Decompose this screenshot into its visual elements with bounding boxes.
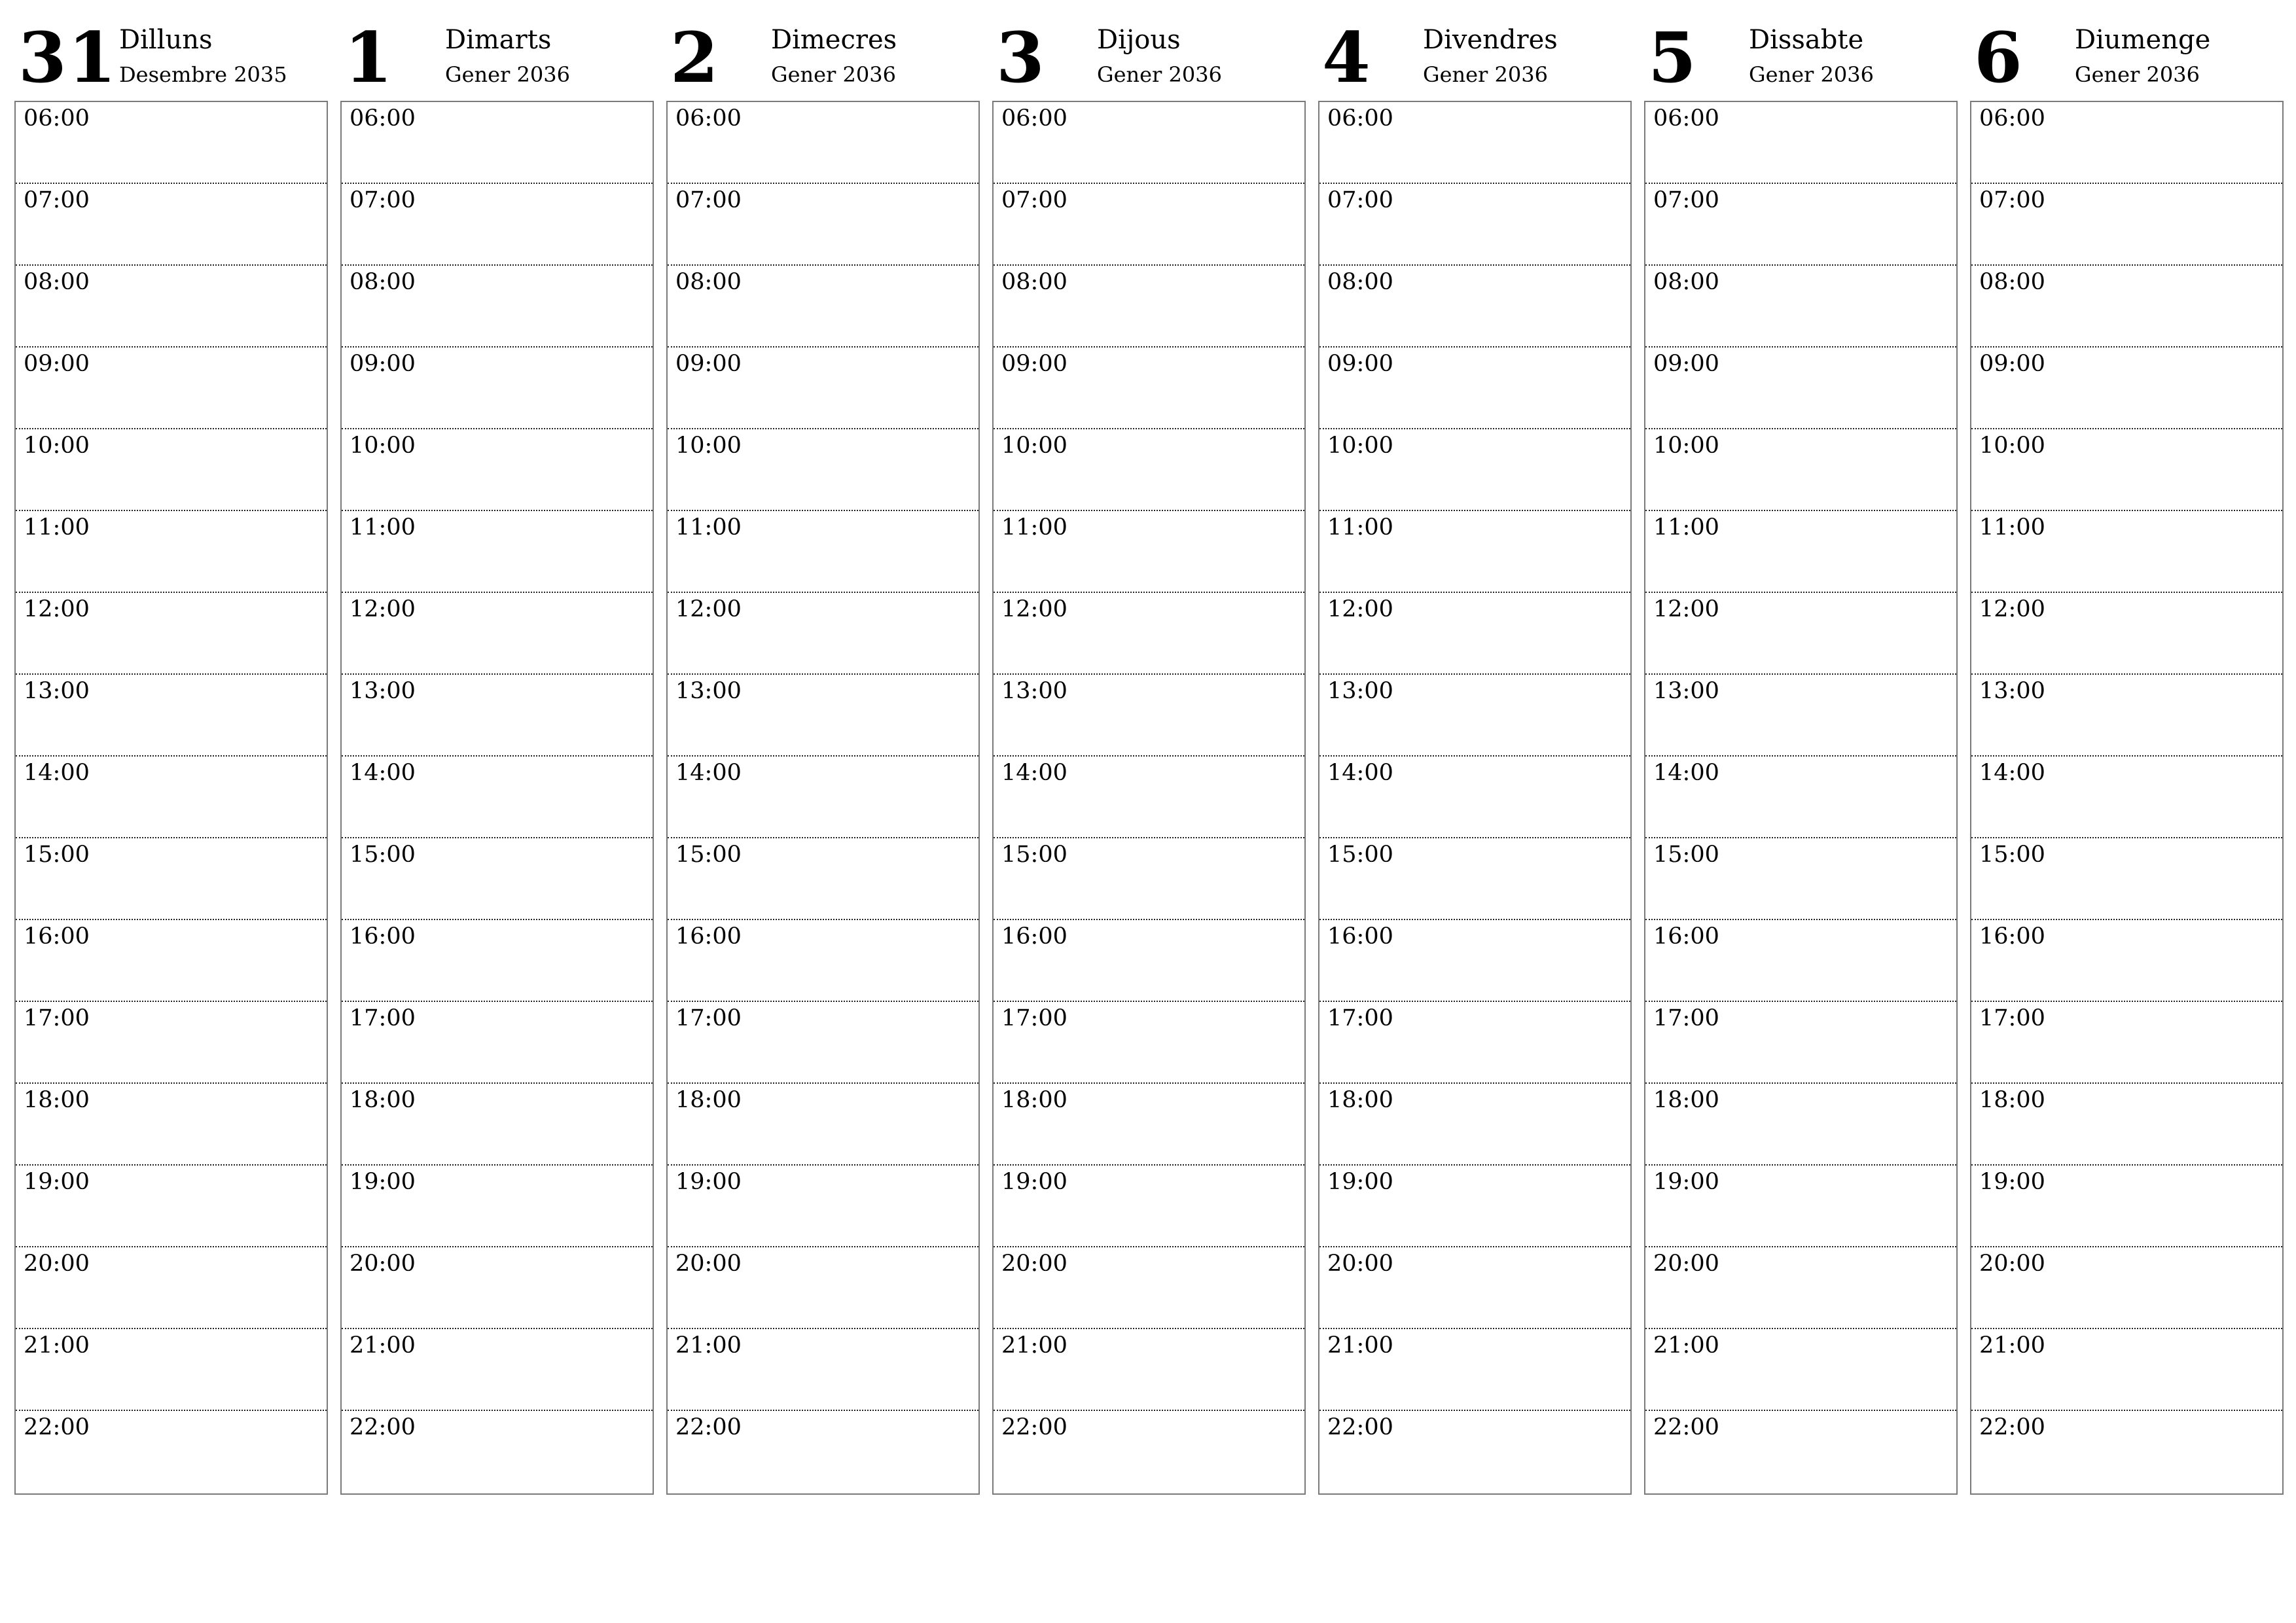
time-label: 12:00 <box>1327 596 1393 622</box>
time-slot[interactable] <box>994 266 1304 348</box>
time-label: 06:00 <box>675 105 742 132</box>
time-label: 07:00 <box>675 187 742 213</box>
time-slot[interactable] <box>1971 429 2282 511</box>
time-slot[interactable] <box>668 838 978 920</box>
time-label: 16:00 <box>24 923 90 950</box>
time-label: 18:00 <box>675 1087 742 1113</box>
time-label: 15:00 <box>1653 842 1719 868</box>
time-label: 22:00 <box>24 1414 90 1440</box>
time-label: 06:00 <box>1653 105 1719 132</box>
day-schedule-box <box>992 101 1306 1495</box>
time-slot[interactable] <box>1645 1411 1956 1493</box>
day-header <box>992 18 1306 101</box>
time-slot[interactable] <box>342 184 653 266</box>
time-label: 08:00 <box>24 269 90 295</box>
time-label: 16:00 <box>1001 923 1067 950</box>
time-slot[interactable] <box>668 429 978 511</box>
time-label: 15:00 <box>675 842 742 868</box>
time-label: 15:00 <box>24 842 90 868</box>
time-label: 10:00 <box>1653 433 1719 459</box>
time-label: 07:00 <box>350 187 416 213</box>
time-label: 07:00 <box>1327 187 1393 213</box>
time-slot[interactable] <box>1971 1084 2282 1166</box>
weekday-name: Dijous <box>1097 25 1181 55</box>
time-slot[interactable] <box>16 1247 327 1329</box>
time-label: 15:00 <box>1001 842 1067 868</box>
time-label: 21:00 <box>1327 1332 1393 1359</box>
time-slot[interactable] <box>668 920 978 1002</box>
weekday-name: Dilluns <box>119 25 213 55</box>
day-header <box>1318 18 1632 101</box>
time-label: 15:00 <box>1327 842 1393 868</box>
time-label: 22:00 <box>675 1414 742 1440</box>
day-schedule-box <box>1970 101 2284 1495</box>
time-label: 12:00 <box>350 596 416 622</box>
time-label: 16:00 <box>1327 923 1393 950</box>
time-label: 22:00 <box>350 1414 416 1440</box>
time-slot[interactable] <box>994 511 1304 593</box>
time-slot[interactable] <box>16 1166 327 1247</box>
time-label: 20:00 <box>350 1251 416 1277</box>
time-slot[interactable] <box>1971 1247 2282 1329</box>
time-slot[interactable] <box>1645 838 1956 920</box>
time-slot[interactable] <box>668 1084 978 1166</box>
time-label: 11:00 <box>675 514 742 541</box>
time-label: 19:00 <box>1327 1169 1393 1195</box>
time-label: 20:00 <box>24 1251 90 1277</box>
time-slot[interactable] <box>994 1411 1304 1493</box>
time-slot[interactable] <box>994 838 1304 920</box>
time-label: 22:00 <box>1001 1414 1067 1440</box>
time-label: 18:00 <box>24 1087 90 1113</box>
time-label: 10:00 <box>350 433 416 459</box>
time-slot[interactable] <box>342 593 653 675</box>
weekday-name: Diumenge <box>2075 25 2211 55</box>
time-label: 18:00 <box>350 1087 416 1113</box>
time-slot[interactable] <box>1645 348 1956 429</box>
time-label: 06:00 <box>1979 105 2045 132</box>
time-slot[interactable] <box>1645 757 1956 838</box>
time-slot[interactable] <box>342 838 653 920</box>
weekday-name: Dimecres <box>771 25 897 55</box>
time-label: 14:00 <box>1001 760 1067 786</box>
time-label: 09:00 <box>675 351 742 377</box>
time-slot[interactable] <box>342 1411 653 1493</box>
time-slot[interactable] <box>994 429 1304 511</box>
time-slot[interactable] <box>16 1084 327 1166</box>
day-number: 4 <box>1322 16 1372 98</box>
time-label: 11:00 <box>1653 514 1719 541</box>
time-slot[interactable] <box>342 102 653 184</box>
time-slot[interactable] <box>1319 429 1630 511</box>
time-label: 17:00 <box>1979 1005 2045 1031</box>
day-column <box>1644 16 1958 1440</box>
day-schedule-box <box>1644 101 1958 1495</box>
time-slot[interactable] <box>1319 675 1630 757</box>
time-slot[interactable] <box>668 511 978 593</box>
time-slot[interactable] <box>1319 1247 1630 1329</box>
time-slot[interactable] <box>1645 429 1956 511</box>
day-header <box>1644 18 1958 101</box>
time-slot[interactable] <box>668 1166 978 1247</box>
time-slot[interactable] <box>1971 838 2282 920</box>
time-slot[interactable] <box>994 1329 1304 1411</box>
time-label: 14:00 <box>675 760 742 786</box>
time-label: 13:00 <box>24 678 90 704</box>
day-column <box>340 16 654 1440</box>
time-label: 14:00 <box>1653 760 1719 786</box>
time-label: 15:00 <box>1979 842 2045 868</box>
time-slot[interactable] <box>1645 1002 1956 1084</box>
weekday-name: Divendres <box>1423 25 1558 55</box>
time-slot[interactable] <box>1971 348 2282 429</box>
time-slot[interactable] <box>16 1411 327 1493</box>
time-slot[interactable] <box>1645 1247 1956 1329</box>
time-label: 20:00 <box>1327 1251 1393 1277</box>
time-label: 18:00 <box>1327 1087 1393 1113</box>
time-slot[interactable] <box>16 920 327 1002</box>
time-slot[interactable] <box>16 184 327 266</box>
day-header <box>340 18 654 101</box>
time-slot[interactable] <box>1319 593 1630 675</box>
time-label: 17:00 <box>1001 1005 1067 1031</box>
time-label: 09:00 <box>1001 351 1067 377</box>
time-slot[interactable] <box>342 266 653 348</box>
time-slot[interactable] <box>1319 920 1630 1002</box>
time-label: 14:00 <box>1327 760 1393 786</box>
day-schedule-box <box>14 101 328 1495</box>
day-column <box>14 16 328 1440</box>
time-slot[interactable] <box>1971 511 2282 593</box>
time-slot[interactable] <box>1319 266 1630 348</box>
time-slot[interactable] <box>1645 511 1956 593</box>
time-label: 10:00 <box>1327 433 1393 459</box>
time-slot[interactable] <box>16 675 327 757</box>
time-slot[interactable] <box>668 1247 978 1329</box>
time-label: 21:00 <box>675 1332 742 1359</box>
month-year: Gener 2036 <box>1423 62 1548 87</box>
time-slot[interactable] <box>1319 1002 1630 1084</box>
time-slot[interactable] <box>994 593 1304 675</box>
day-schedule-box <box>1318 101 1632 1495</box>
time-label: 07:00 <box>1001 187 1067 213</box>
day-schedule-box <box>666 101 980 1495</box>
time-slot[interactable] <box>994 757 1304 838</box>
time-slot[interactable] <box>994 1247 1304 1329</box>
time-slot[interactable] <box>668 348 978 429</box>
time-slot[interactable] <box>16 1329 327 1411</box>
day-column <box>666 16 980 1440</box>
time-slot[interactable] <box>1645 266 1956 348</box>
time-label: 13:00 <box>1979 678 2045 704</box>
time-label: 12:00 <box>1979 596 2045 622</box>
time-slot[interactable] <box>1645 920 1956 1002</box>
weekday-name: Dimarts <box>445 25 552 55</box>
time-label: 09:00 <box>350 351 416 377</box>
time-label: 14:00 <box>24 760 90 786</box>
time-slot[interactable] <box>16 429 327 511</box>
time-slot[interactable] <box>1971 1166 2282 1247</box>
time-label: 20:00 <box>1001 1251 1067 1277</box>
time-slot[interactable] <box>342 429 653 511</box>
time-slot[interactable] <box>342 675 653 757</box>
time-slot[interactable] <box>1971 1002 2282 1084</box>
time-slot[interactable] <box>668 1329 978 1411</box>
time-slot[interactable] <box>1645 675 1956 757</box>
time-slot[interactable] <box>1971 675 2282 757</box>
time-label: 19:00 <box>1653 1169 1719 1195</box>
weekday-name: Dissabte <box>1749 25 1864 55</box>
time-slot[interactable] <box>342 1329 653 1411</box>
time-slot[interactable] <box>1971 184 2282 266</box>
weekly-planner <box>14 18 2280 1497</box>
time-label: 21:00 <box>1979 1332 2045 1359</box>
time-label: 06:00 <box>1001 105 1067 132</box>
time-label: 22:00 <box>1979 1414 2045 1440</box>
day-number: 31 <box>18 16 118 98</box>
time-label: 10:00 <box>24 433 90 459</box>
time-slot[interactable] <box>16 348 327 429</box>
time-label: 17:00 <box>24 1005 90 1031</box>
time-label: 06:00 <box>350 105 416 132</box>
time-label: 22:00 <box>1327 1414 1393 1440</box>
month-year: Gener 2036 <box>771 62 896 87</box>
time-label: 10:00 <box>1979 433 2045 459</box>
time-slot[interactable] <box>16 1002 327 1084</box>
time-slot[interactable] <box>1645 1084 1956 1166</box>
time-label: 15:00 <box>350 842 416 868</box>
time-slot[interactable] <box>16 266 327 348</box>
time-slot[interactable] <box>1645 593 1956 675</box>
time-label: 20:00 <box>1979 1251 2045 1277</box>
time-slot[interactable] <box>1645 102 1956 184</box>
time-label: 08:00 <box>1979 269 2045 295</box>
time-label: 09:00 <box>1979 351 2045 377</box>
time-slot[interactable] <box>1645 184 1956 266</box>
time-label: 19:00 <box>350 1169 416 1195</box>
time-slot[interactable] <box>1971 593 2282 675</box>
time-label: 13:00 <box>675 678 742 704</box>
time-label: 19:00 <box>1001 1169 1067 1195</box>
time-label: 06:00 <box>24 105 90 132</box>
time-slot[interactable] <box>1971 1411 2282 1493</box>
time-label: 18:00 <box>1653 1087 1719 1113</box>
time-label: 08:00 <box>1653 269 1719 295</box>
time-slot[interactable] <box>1971 102 2282 184</box>
time-label: 08:00 <box>1001 269 1067 295</box>
day-schedule-box <box>340 101 654 1495</box>
time-label: 08:00 <box>675 269 742 295</box>
time-slot[interactable] <box>668 593 978 675</box>
day-number: 1 <box>344 16 394 98</box>
time-slot[interactable] <box>1319 838 1630 920</box>
time-label: 11:00 <box>350 514 416 541</box>
time-label: 17:00 <box>350 1005 416 1031</box>
time-slot[interactable] <box>342 511 653 593</box>
time-label: 10:00 <box>1001 433 1067 459</box>
time-slot[interactable] <box>994 675 1304 757</box>
time-slot[interactable] <box>994 348 1304 429</box>
month-year: Gener 2036 <box>2075 62 2200 87</box>
time-slot[interactable] <box>668 266 978 348</box>
time-label: 21:00 <box>24 1332 90 1359</box>
time-label: 17:00 <box>675 1005 742 1031</box>
time-label: 13:00 <box>1001 678 1067 704</box>
day-column <box>1970 16 2284 1440</box>
day-number: 3 <box>996 16 1046 98</box>
time-label: 13:00 <box>1327 678 1393 704</box>
day-column <box>1318 16 1632 1440</box>
time-label: 11:00 <box>24 514 90 541</box>
time-label: 16:00 <box>1653 923 1719 950</box>
day-number: 2 <box>670 16 720 98</box>
time-slot[interactable] <box>342 1247 653 1329</box>
time-slot[interactable] <box>1319 1166 1630 1247</box>
time-label: 21:00 <box>350 1332 416 1359</box>
day-header <box>1970 18 2284 101</box>
time-slot[interactable] <box>1319 1411 1630 1493</box>
month-year: Gener 2036 <box>1749 62 1874 87</box>
time-label: 19:00 <box>1979 1169 2045 1195</box>
time-slot[interactable] <box>994 1166 1304 1247</box>
day-number: 5 <box>1648 16 1698 98</box>
time-label: 17:00 <box>1653 1005 1719 1031</box>
day-column <box>992 16 1306 1440</box>
time-label: 21:00 <box>1001 1332 1067 1359</box>
time-slot[interactable] <box>16 511 327 593</box>
time-label: 06:00 <box>1327 105 1393 132</box>
time-slot[interactable] <box>994 920 1304 1002</box>
time-label: 16:00 <box>675 923 742 950</box>
time-slot[interactable] <box>994 1084 1304 1166</box>
time-label: 16:00 <box>1979 923 2045 950</box>
month-year: Gener 2036 <box>445 62 570 87</box>
time-slot[interactable] <box>342 348 653 429</box>
time-slot[interactable] <box>342 757 653 838</box>
time-slot[interactable] <box>1319 1084 1630 1166</box>
time-label: 13:00 <box>350 678 416 704</box>
time-slot[interactable] <box>342 920 653 1002</box>
time-label: 14:00 <box>350 760 416 786</box>
time-label: 20:00 <box>675 1251 742 1277</box>
time-label: 11:00 <box>1327 514 1393 541</box>
time-label: 08:00 <box>1327 269 1393 295</box>
time-slot[interactable] <box>342 1002 653 1084</box>
month-year: Gener 2036 <box>1097 62 1222 87</box>
time-slot[interactable] <box>994 184 1304 266</box>
day-header <box>666 18 980 101</box>
time-label: 12:00 <box>1001 596 1067 622</box>
time-label: 17:00 <box>1327 1005 1393 1031</box>
time-slot[interactable] <box>668 757 978 838</box>
time-slot[interactable] <box>16 757 327 838</box>
time-label: 20:00 <box>1653 1251 1719 1277</box>
time-slot[interactable] <box>1971 920 2282 1002</box>
time-slot[interactable] <box>994 102 1304 184</box>
time-label: 18:00 <box>1979 1087 2045 1113</box>
time-label: 08:00 <box>350 269 416 295</box>
time-slot[interactable] <box>1319 184 1630 266</box>
time-label: 12:00 <box>24 596 90 622</box>
time-slot[interactable] <box>1319 757 1630 838</box>
time-slot[interactable] <box>342 1084 653 1166</box>
time-label: 11:00 <box>1001 514 1067 541</box>
time-slot[interactable] <box>16 593 327 675</box>
time-slot[interactable] <box>16 102 327 184</box>
time-slot[interactable] <box>1645 1329 1956 1411</box>
time-label: 21:00 <box>1653 1332 1719 1359</box>
time-slot[interactable] <box>1319 1329 1630 1411</box>
time-label: 18:00 <box>1001 1087 1067 1113</box>
time-slot[interactable] <box>1971 1329 2282 1411</box>
time-label: 14:00 <box>1979 760 2045 786</box>
time-label: 12:00 <box>675 596 742 622</box>
time-label: 09:00 <box>1653 351 1719 377</box>
time-slot[interactable] <box>668 102 978 184</box>
time-slot[interactable] <box>668 675 978 757</box>
time-label: 12:00 <box>1653 596 1719 622</box>
time-slot[interactable] <box>1319 102 1630 184</box>
day-number: 6 <box>1974 16 2024 98</box>
month-year: Desembre 2035 <box>119 62 287 87</box>
time-slot[interactable] <box>1971 266 2282 348</box>
time-slot[interactable] <box>668 1411 978 1493</box>
time-slot[interactable] <box>1319 348 1630 429</box>
time-label: 10:00 <box>675 433 742 459</box>
time-label: 13:00 <box>1653 678 1719 704</box>
time-label: 07:00 <box>24 187 90 213</box>
time-label: 11:00 <box>1979 514 2045 541</box>
time-slot[interactable] <box>1645 1166 1956 1247</box>
time-slot[interactable] <box>16 838 327 920</box>
time-slot[interactable] <box>1319 511 1630 593</box>
time-slot[interactable] <box>1971 757 2282 838</box>
time-slot[interactable] <box>668 1002 978 1084</box>
time-label: 07:00 <box>1979 187 2045 213</box>
time-label: 07:00 <box>1653 187 1719 213</box>
day-header <box>14 18 328 101</box>
time-label: 09:00 <box>1327 351 1393 377</box>
time-label: 09:00 <box>24 351 90 377</box>
time-slot[interactable] <box>342 1166 653 1247</box>
time-label: 19:00 <box>24 1169 90 1195</box>
time-label: 16:00 <box>350 923 416 950</box>
time-slot[interactable] <box>668 184 978 266</box>
time-label: 19:00 <box>675 1169 742 1195</box>
time-slot[interactable] <box>994 1002 1304 1084</box>
time-label: 22:00 <box>1653 1414 1719 1440</box>
